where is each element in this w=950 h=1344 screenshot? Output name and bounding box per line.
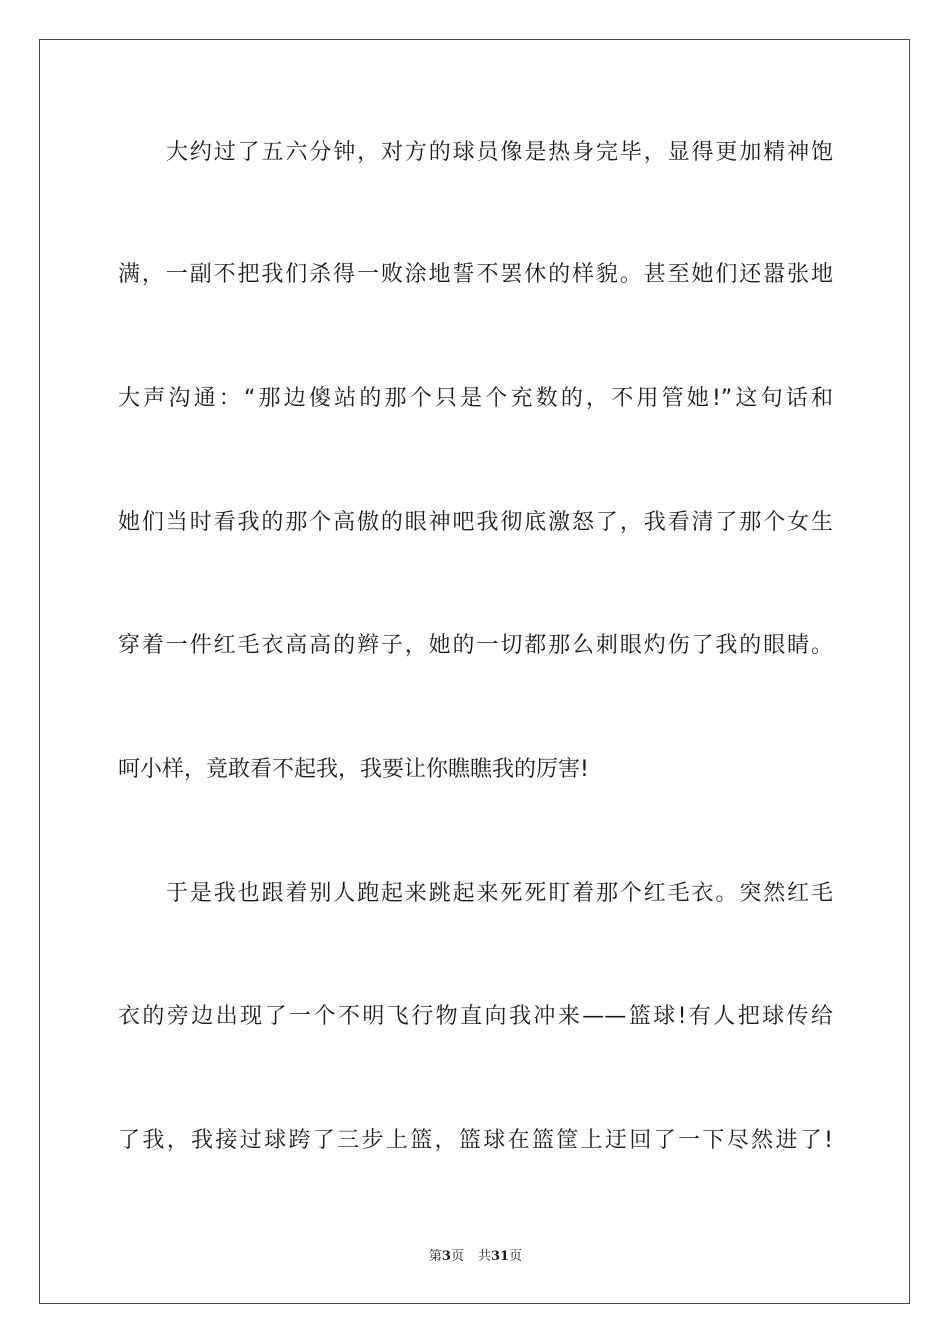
text-line: 衣的旁边出现了一个不明飞行物直向我冲来——篮球!有人把球传给: [118, 1004, 833, 1029]
page-label-suffix: 页: [450, 1249, 464, 1264]
text-line: 大声沟通：“那边傻站的那个只是个充数的，不用管她!”这句话和: [118, 386, 833, 411]
text-line: 呵小样，竟敢看不起我，我要让你瞧瞧我的厉害!: [118, 757, 589, 782]
text-line: 穿着一件红毛衣高高的辫子，她的一切都那么刺眼灼伤了我的眼睛。: [118, 633, 833, 658]
total-pages: 31: [490, 1249, 510, 1264]
text-line: 她们当时看我的那个高傲的眼神吧我彻底激怒了，我看清了那个女生: [118, 510, 833, 535]
total-label-suffix: 页: [509, 1249, 523, 1264]
total-label-prefix: 共: [477, 1249, 491, 1264]
text-line: 大约过了五六分钟，对方的球员像是热身完毕，显得更加精神饱: [166, 140, 833, 165]
text-line: 了我，我接过球跨了三步上篮，篮球在篮筐上迂回了一下尽然进了!: [118, 1128, 833, 1153]
page-number: 3: [441, 1249, 451, 1264]
page-label-prefix: 第: [428, 1249, 442, 1264]
document-page: [39, 39, 910, 1304]
page-footer: [40, 1248, 911, 1266]
text-line: 满，一副不把我们杀得一败涂地誓不罢休的样貌。甚至她们还嚣张地: [118, 262, 833, 287]
text-line: 于是我也跟着别人跑起来跳起来死死盯着那个红毛衣。突然红毛: [166, 881, 833, 906]
